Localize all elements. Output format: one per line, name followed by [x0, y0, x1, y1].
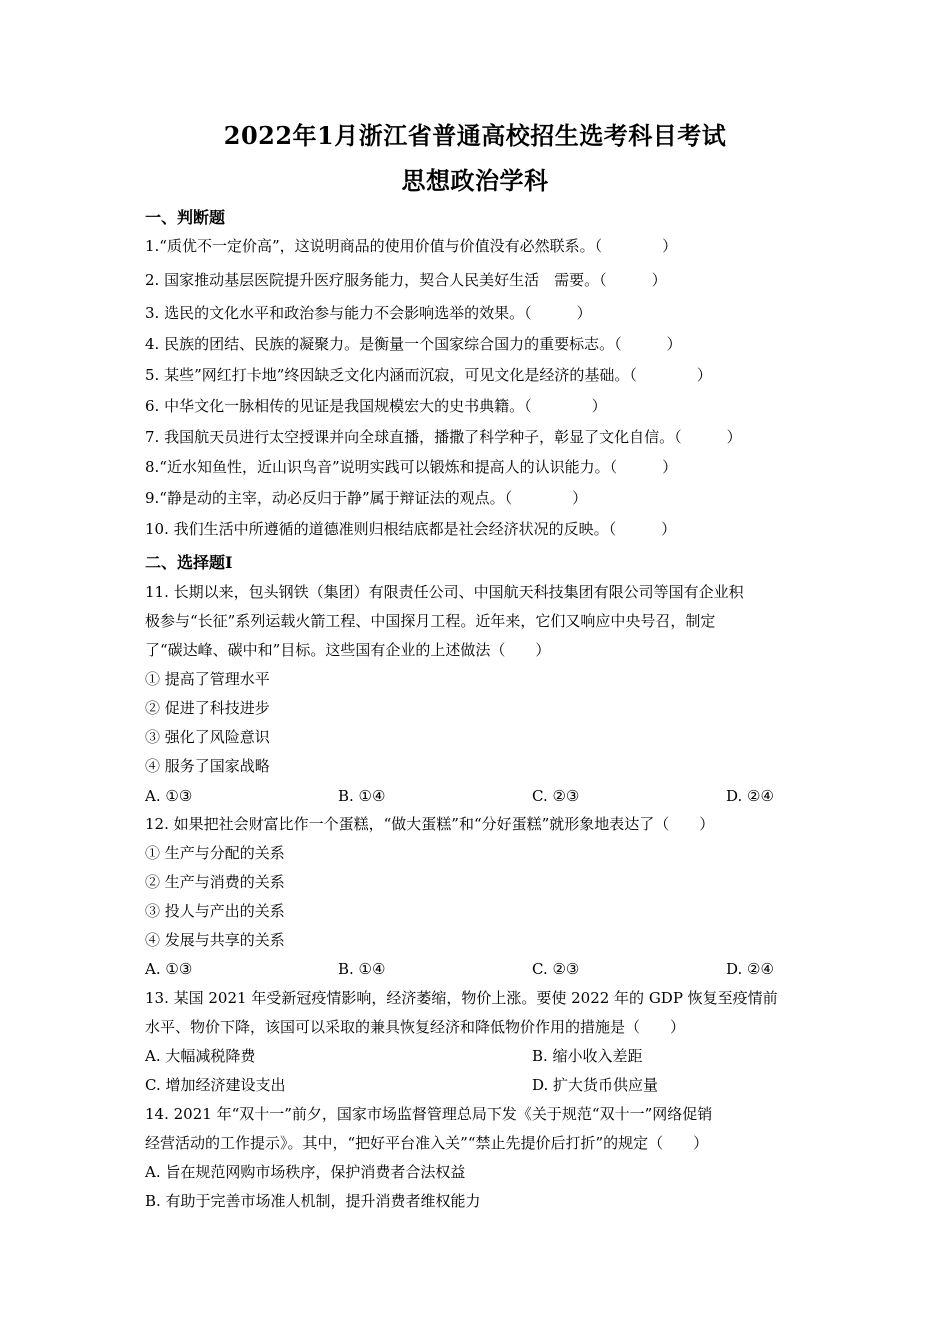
question-stem: 了“碳达峰、碳中和”目标。这些国有企业的上述做法（ ）	[145, 641, 551, 659]
exam-title: 2022年1月浙江省普通高校招生选考科目考试	[223, 121, 727, 150]
statement-item: ② 促进了科技进步	[145, 699, 270, 717]
question-stem: 12. 如果把社会财富比作一个蛋糕，“做大蛋糕”和“分好蛋糕”就形象地表达了（ ）	[145, 815, 715, 833]
option-a: A. 大幅减税降费	[145, 1047, 256, 1065]
option-d: D. ②④	[726, 960, 774, 978]
section-heading-judgment: 一、判断题	[145, 208, 226, 227]
option-b: B. 有助于完善市场准人机制，提升消费者维权能力	[145, 1192, 481, 1210]
option-d: D. ②④	[726, 787, 774, 805]
option-b: B. 缩小收入差距	[532, 1047, 643, 1065]
statement-item: ① 生产与分配的关系	[145, 844, 285, 862]
judgment-question: 8.“近水知鱼性，近山识鸟音”说明实践可以锻炼和提高人的认识能力。（ ）	[145, 458, 678, 476]
judgment-question: 10. 我们生活中所遵循的道德准则归根结底都是社会经济状况的反映。（ ）	[145, 520, 677, 538]
question-stem: 14. 2021 年“双十一”前夕，国家市场监督管理总局下发《关于规范“双十一”网络促销	[145, 1105, 713, 1123]
question-stem: 经营活动的工作提示》。其中，“把好平台准入关”“禁止先提价后打折”的规定（ ）	[145, 1134, 709, 1152]
judgment-question: 2. 国家推动基层医院提升医疗服务能力，契合人民美好生活 需要。（ ）	[145, 271, 667, 289]
judgment-question: 3. 选民的文化水平和政治参与能力不会影响选举的效果。（ ）	[145, 304, 592, 322]
judgment-question: 5. 某些”网红打卡地”终因缺乏文化内涵而沉寂，可见文化是经济的基础。（ ）	[145, 366, 712, 384]
judgment-question: 9.“静是动的主宰，动必反归于静”属于辩证法的观点。（ ）	[145, 489, 588, 507]
option-b: B. ①④	[338, 960, 386, 978]
statement-item: ② 生产与消费的关系	[145, 873, 285, 891]
judgment-question: 4. 民族的团结、民族的凝聚力。是衡量一个国家综合国力的重要标志。（ ）	[145, 335, 682, 353]
judgment-question: 7. 我国航天员进行太空授课并向全球直播，播撒了科学种子，彰显了文化自信。（ ）	[145, 428, 742, 446]
question-stem: 13. 某国 2021 年受新冠疫情影响，经济萎缩，物价上涨。要使 2022 年的 GDP 恢复至疫情前	[145, 989, 778, 1007]
option-a: A. 旨在规范网购市场秩序，保护消费者合法权益	[145, 1163, 466, 1181]
statement-item: ④ 发展与共享的关系	[145, 931, 285, 949]
section-heading-choice: 二、选择题Ⅰ	[145, 553, 233, 572]
statement-item: ④ 服务了国家战略	[145, 757, 270, 775]
option-c: C. 增加经济建设支出	[145, 1076, 286, 1094]
option-c: C. ②③	[532, 960, 580, 978]
option-b: B. ①④	[338, 787, 386, 805]
subject-title: 思想政治学科	[401, 166, 549, 195]
question-stem: 水平、物价下降，该国可以采取的兼具恢复经济和降低物价作用的措施是（ ）	[145, 1018, 686, 1036]
question-stem: 极参与“长征”系列运载火箭工程、中国探月工程。近年来，它们又响应中央号召，制定	[145, 612, 716, 630]
judgment-question: 6. 中华文化一脉相传的见证是我国规模宏大的史书典籍。（ ）	[145, 397, 607, 415]
statement-item: ① 提高了管理水平	[145, 670, 270, 688]
option-a: A. ①③	[145, 960, 193, 978]
statement-item: ③ 投人与产出的关系	[145, 902, 285, 920]
option-a: A. ①③	[145, 787, 193, 805]
judgment-question: 1.“质优不一定价高”，这说明商品的使用价值与价值没有必然联系。（ ）	[145, 237, 678, 255]
statement-item: ③ 强化了风险意识	[145, 728, 270, 746]
option-c: C. ②③	[532, 787, 580, 805]
question-stem: 11. 长期以来，包头钢铁（集团）有限责任公司、中国航天科技集团有限公司等国有企业积	[145, 583, 744, 601]
option-d: D. 扩大货币供应量	[532, 1076, 659, 1094]
